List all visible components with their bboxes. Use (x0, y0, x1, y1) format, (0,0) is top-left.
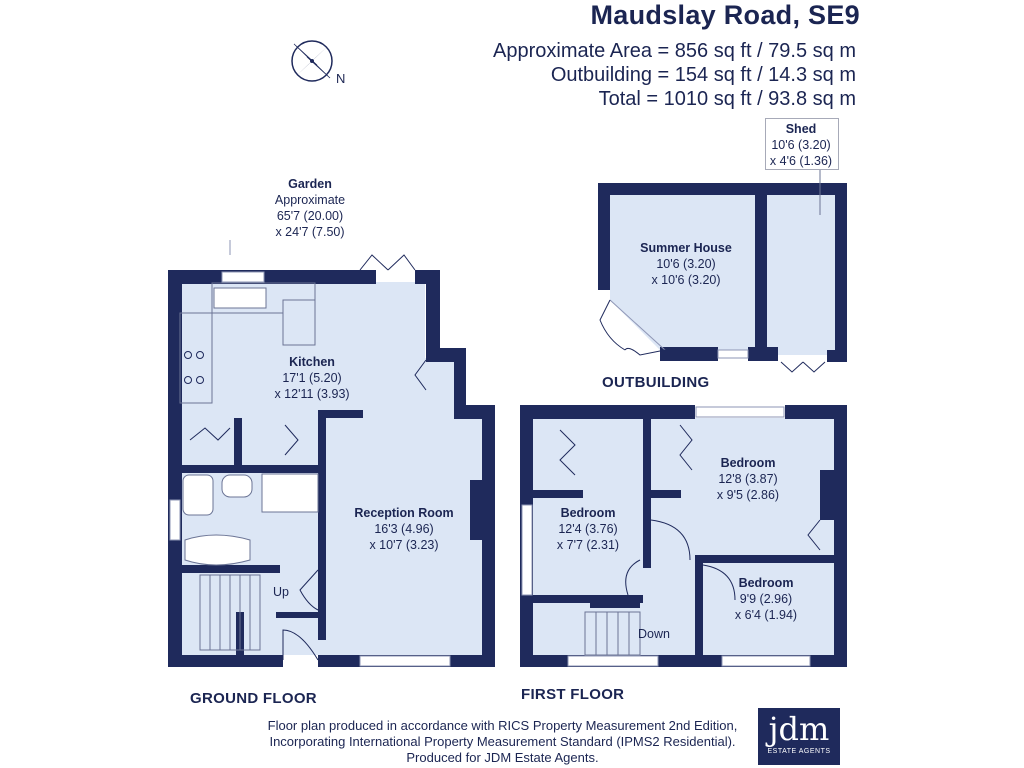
summer-house-name: Summer House (640, 241, 732, 255)
reception-room-dim-2: x 10'7 (3.23) (369, 538, 439, 552)
bedroom-2-name: Bedroom (560, 506, 616, 520)
kitchen-label (212, 354, 412, 402)
kitchen-dim-1: 17'1 (5.20) (282, 371, 342, 385)
shed-label (701, 121, 901, 169)
kitchen-dim-2: x 12'11 (3.93) (274, 387, 350, 401)
footer-line-1: Floor plan produced in accordance with RICS Property Measurement 2nd Edition, (267, 718, 738, 733)
shed-door (781, 362, 825, 372)
garden-dim-1: Approximate (274, 193, 346, 207)
bedroom-1-dim-2: x 9'5 (2.86) (716, 488, 780, 502)
logo-subtext: ESTATE AGENTS (767, 748, 831, 755)
area-outbuilding: Outbuilding = 154 sq ft / 14.3 sq m (550, 64, 856, 86)
bedroom-3-name: Bedroom (738, 576, 794, 590)
ground-floor-plan (168, 255, 495, 667)
garden-name: Garden (288, 177, 332, 191)
area-main: Approximate Area = 856 sq ft / 79.5 sq m (493, 40, 856, 62)
compass-north-label: N (336, 71, 346, 86)
garden-dim-2: 65'7 (20.00) (276, 209, 344, 223)
ground-floor-label: GROUND FLOOR (190, 690, 317, 707)
property-title: Maudslay Road, SE9 (590, 0, 860, 30)
reception-room-dim-1: 16'3 (4.96) (374, 522, 434, 536)
kitchen-sink (214, 288, 266, 308)
stairs-down-label: Down (638, 627, 670, 641)
footer-line-3: Produced for JDM Estate Agents. (406, 750, 599, 765)
summer-house-dim-1: 10'6 (3.20) (656, 257, 716, 271)
shed-dim-2: x 4'6 (1.36) (769, 154, 833, 168)
outbuilding-floor-label: OUTBUILDING (602, 374, 710, 391)
bedroom-2-label (488, 505, 688, 553)
logo-text: jdm (768, 710, 830, 748)
bedroom-3-dim-1: 9'9 (2.96) (739, 592, 793, 606)
area-total: Total = 1010 sq ft / 93.8 sq m (598, 88, 856, 110)
garden-door (360, 255, 415, 270)
bedroom-2-dim-1: 12'4 (3.76) (558, 522, 618, 536)
first-floor-label: FIRST FLOOR (521, 686, 625, 703)
bath (185, 535, 250, 565)
garden-label (210, 176, 410, 240)
bedroom-1-name: Bedroom (720, 456, 776, 470)
summer-house-dim-2: x 10'6 (3.20) (651, 273, 721, 287)
bedroom-1-label (648, 455, 848, 503)
stairs-up-label: Up (273, 585, 289, 599)
bedroom-1-dim-1: 12'8 (3.87) (718, 472, 778, 486)
reception-room-name: Reception Room (354, 506, 454, 520)
shed-dim-1: 10'6 (3.20) (771, 138, 831, 152)
jdm-logo (758, 708, 840, 765)
basin (222, 475, 252, 497)
bedroom-2-dim-2: x 7'7 (2.31) (556, 538, 620, 552)
garden-dim-3: x 24'7 (7.50) (275, 225, 345, 239)
footer-line-2: Incorporating International Property Measurement Standard (IPMS2 Residential). (269, 734, 736, 749)
toilet (183, 475, 213, 515)
summer-house-label (586, 240, 786, 288)
reception-room-label (304, 505, 504, 553)
bedroom-3-dim-2: x 6'4 (1.94) (734, 608, 798, 622)
footer-disclaimer (250, 718, 755, 766)
shed-name: Shed (785, 122, 817, 136)
kitchen-name: Kitchen (289, 355, 335, 369)
bedroom-3-label (666, 575, 866, 623)
